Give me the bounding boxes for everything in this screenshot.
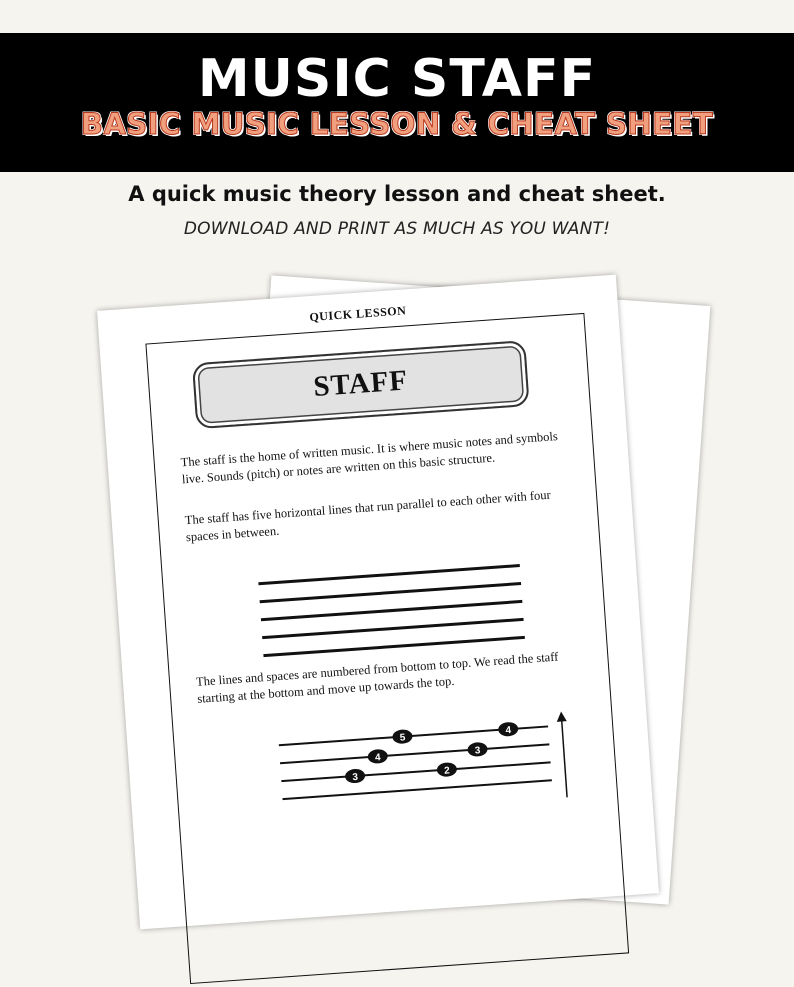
staff-line — [280, 744, 549, 763]
paragraph-2: The staff has five horizontal lines that run parallel to each other with four spaces in between. — [184, 487, 552, 545]
sheet-header: QUICK LESSON — [308, 303, 407, 325]
title-plaque — [192, 340, 530, 429]
staff-line — [261, 600, 523, 621]
tagline: A quick music theory lesson and cheat sheet. — [128, 182, 666, 206]
staff-line — [283, 780, 552, 799]
staff-line — [281, 762, 550, 784]
numbered-staff-diagram — [278, 710, 584, 821]
note-label: 3 — [352, 771, 359, 784]
paragraph-1: The staff is the home of written music. It is where music notes and symbols live. Sounds (pitch) or notes are written on this basic structure. — [180, 429, 559, 487]
note-label: 2 — [443, 765, 451, 777]
paragraph-3: The lines and spaces are numbered from bottom to top. We read the staff starting at the bottom and move up towards the top. — [195, 649, 559, 706]
download-note: DOWNLOAD AND PRINT AS MUCH AS YOU WANT! — [183, 219, 611, 239]
plaque-title: STAFF — [312, 364, 410, 403]
sheet-frame — [145, 313, 629, 984]
staff-line — [258, 564, 520, 585]
note-label: 3 — [474, 745, 481, 757]
lesson-sheet — [97, 275, 659, 930]
staff-line — [262, 618, 524, 639]
note-label: 4 — [505, 725, 512, 737]
note-label: 4 — [374, 752, 382, 764]
banner-title: MUSIC STAFF — [197, 49, 597, 109]
note-label: 5 — [399, 732, 406, 744]
banner-subtitle: BASIC MUSIC LESSON & CHEAT SHEET — [80, 107, 714, 141]
title-banner — [0, 33, 794, 172]
arrow-head — [556, 711, 567, 722]
direction-arrow — [562, 717, 568, 797]
staff-line — [260, 582, 522, 603]
